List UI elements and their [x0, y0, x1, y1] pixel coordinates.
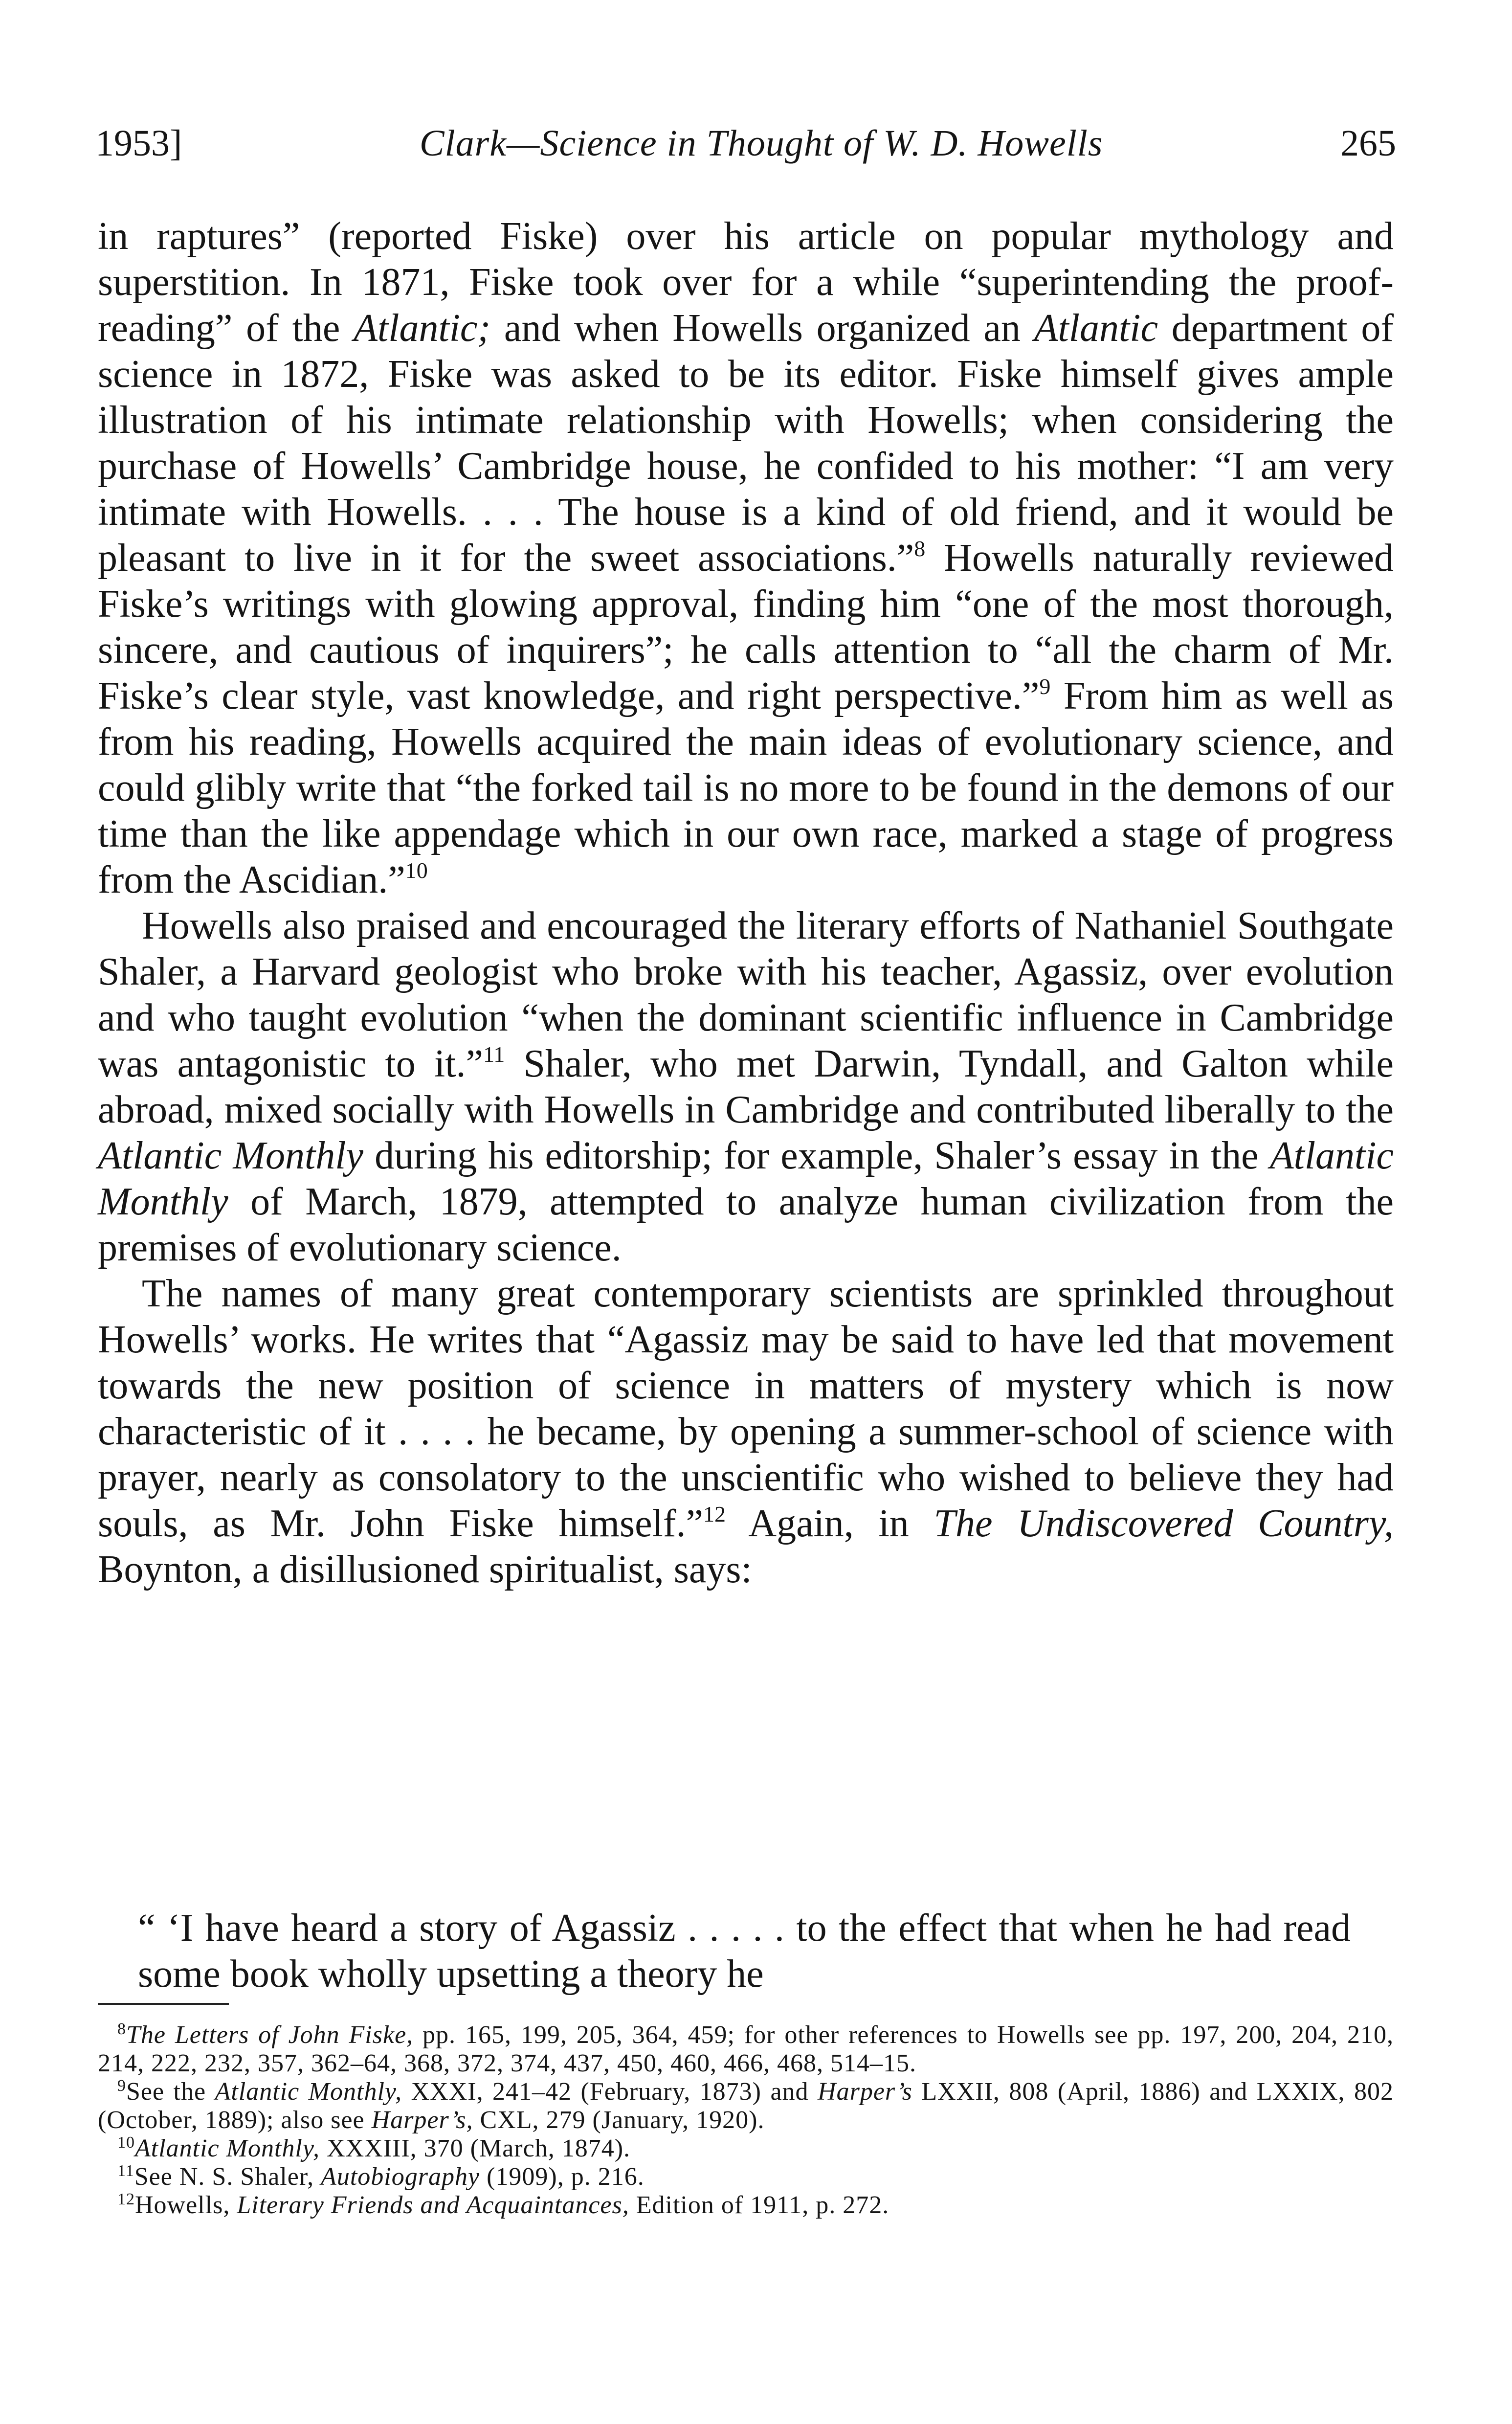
italic-run: The Undiscovered Country,: [934, 1502, 1394, 1545]
quote-text: “ ‘I have heard a story of Agassiz . . . . . to the effect that when he had read some book wholly upsetting a theory he: [138, 1907, 1351, 1996]
running-header: [95, 125, 1396, 162]
footnote-ref-9[interactable]: 9: [1039, 674, 1051, 699]
italic-run: Atlantic Monthly: [98, 1134, 1394, 1223]
italic-run: Atlantic;: [354, 307, 491, 350]
italic-run: Literary Friends and Acquaintances,: [237, 2191, 629, 2219]
text-run: XXXIII, 370 (March, 1874).: [320, 2134, 631, 2162]
text-run: Howells naturally reviewed Fiske’s writings with glowing approval, finding him “one of the most thorough, sincere, and cautious of inquirers”; he calls attention to “all the charm of Mr. Fiske’s clear style, vast knowledge, and right perspective.”: [98, 537, 1394, 718]
text-run: in raptures” (reported Fiske) over his article on popular mythology and superstition. In 1871, Fiske took over for a while “superintending the proof-reading” of the: [98, 215, 1394, 350]
footnotes: [98, 2021, 1394, 2220]
block-quote: [138, 1905, 1351, 1997]
text-run: (1909), p. 216.: [480, 2163, 645, 2191]
paragraph-3: [98, 1271, 1394, 1593]
page-number: 265: [1340, 123, 1396, 164]
running-title: Clark—Science in Thought of W. D. Howells: [419, 123, 1103, 164]
text-run: Boynton, a disillusioned spiritualist, says:: [98, 1548, 752, 1591]
header-year: 1953]: [95, 123, 182, 164]
italic-run: The Letters of John Fiske,: [126, 2021, 414, 2049]
text-run: XXXI, 241–42 (February, 1873) and: [402, 2078, 818, 2106]
text-run: of March, 1879, attempted to analyze human civilization from the premises of evolutionary science.: [98, 1180, 1394, 1269]
footnote-ref-10[interactable]: 10: [405, 858, 428, 883]
italic-run: Autobiography: [321, 2163, 480, 2191]
text-run: Shaler, who met Darwin, Tyndall, and Galton while abroad, mixed socially with Howells in Cambridge and contributed liberally to the: [98, 1042, 1394, 1131]
text-run: CXL, 279 (January, 1920).: [473, 2106, 765, 2134]
paragraph-2: [98, 903, 1394, 1271]
text-run: Again, in: [726, 1502, 934, 1545]
italic-run: Atlantic Monthly,: [135, 2134, 320, 2162]
body-text: [98, 213, 1394, 1593]
text-run: Howells also praised and encouraged the literary efforts of Nathaniel Southgate Shaler, a Harvard geologist who broke with his teacher, Agassiz, over evolution and who taught evolution “when the dominant scientific influence in Cambridge was antagonistic to it.”: [98, 904, 1394, 1085]
text-run: pp. 165, 199, 205, 364, 459; for other references to Howells see pp. 197, 200, 204, 210, 214, 222, 232, 357, 362–64, 368, 372, 374, 437, 450, 460, 466, 468, 514–15.: [98, 2021, 1394, 2077]
italic-run: Atlantic: [1034, 307, 1158, 350]
text-run: department of science in 1872, Fiske was asked to be its editor. Fiske himself gives ample illustration of his intimate relationship with Howells; when considering the purchase of Howells’ Cambridge house, he confided to his mother: “I am very intimate with Howells. . . . The house is a kind of old friend, and it would be pleasant to live in it for the sweet associations.”: [98, 307, 1394, 580]
text-run: See N. S. Shaler,: [134, 2163, 321, 2191]
text-run: LXXII, 808 (April, 1886) and LXXIX, 802 (October, 1889); also see: [98, 2078, 1394, 2134]
paragraph-1: [98, 213, 1394, 903]
italic-run: Atlantic Monthly: [98, 1134, 363, 1177]
footnote-ref-12[interactable]: 12: [703, 1502, 726, 1526]
text-run: From him as well as from his reading, Howells acquired the main ideas of evolutionary science, and could glibly write that “the forked tail is no more to be found in the demons of our time than the like appendage which in our own race, marked a stage of progress from the Ascidian.”: [98, 674, 1394, 901]
italic-run: Harper’s: [818, 2078, 912, 2106]
text-run: and when Howells organized an: [490, 307, 1034, 350]
footnote-8: [98, 2021, 1394, 2078]
text-run: during his editorship; for example, Shaler’s essay in the: [363, 1134, 1270, 1177]
footnote-12: [98, 2191, 1394, 2220]
footnote-number: 8: [117, 2020, 126, 2038]
footnote-number: 11: [117, 2162, 134, 2180]
text-run: Howells,: [135, 2191, 237, 2219]
text-run: Edition of 1911, p. 272.: [629, 2191, 889, 2219]
text-run: See the: [126, 2078, 215, 2106]
footnote-9: [98, 2078, 1394, 2134]
text-run: The names of many great contemporary scientists are sprinkled throughout Howells’ works. He writes that “Agassiz may be said to have led that movement towards the new position of science in matters of mystery which is now characteristic of it . . . . he became, by opening a summer-school of science with prayer, nearly as consolatory to the unscientific who wished to believe they had souls, as Mr. John Fiske himself.”: [98, 1272, 1394, 1545]
footnote-divider: [98, 2003, 229, 2005]
footnote-number: 9: [117, 2077, 126, 2095]
footnote-11: [98, 2163, 1394, 2191]
footnote-10: [98, 2134, 1394, 2163]
footnote-ref-11[interactable]: 11: [483, 1042, 505, 1067]
footnote-number: 10: [117, 2133, 135, 2152]
italic-run: Harper’s,: [371, 2106, 473, 2134]
italic-run: Atlantic Monthly,: [215, 2078, 402, 2106]
footnote-number: 12: [117, 2190, 135, 2208]
footnote-ref-8[interactable]: 8: [914, 536, 926, 561]
